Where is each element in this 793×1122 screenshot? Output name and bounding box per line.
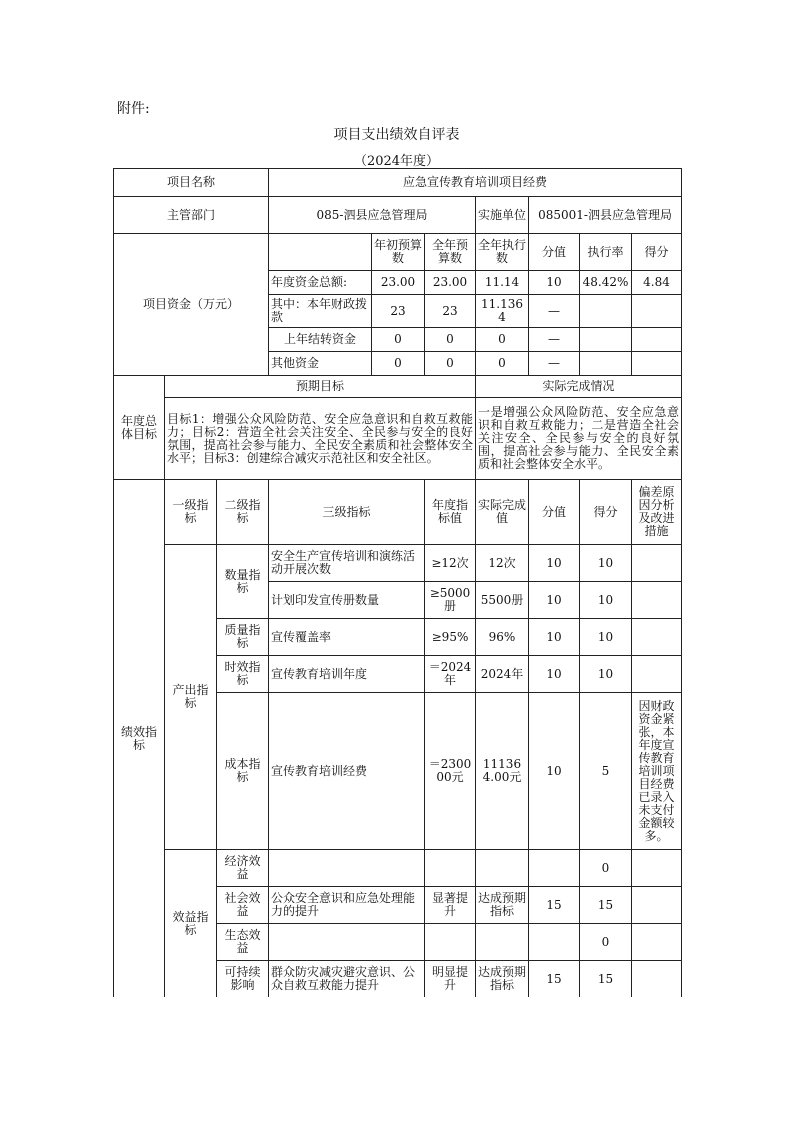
funds-cell (632, 295, 682, 328)
report-year: （2024年度） (353, 154, 440, 169)
evaluation-table (113, 168, 682, 997)
indicator-score: 10 (529, 693, 580, 850)
funds-header: 年初预算数 (372, 234, 425, 271)
funds-cell: 11.1364 (476, 295, 529, 328)
actual-goal-text: 一是增强公众风险防范、安全应急意识和自救互救能力；二是营造全社会关注安全、全民参与安全的良好氛围，提高社会参与能力、全民安全素质和社会整体安全水平。 (476, 398, 682, 480)
indicator-header: 年度指标值 (425, 480, 476, 545)
project-name-row (114, 169, 682, 197)
funds-cell: — (529, 328, 580, 352)
indicator-target: ＝230000元 (425, 693, 476, 850)
sustain-indicator-label: 可持续影响 (217, 961, 269, 998)
econ-indicator-label: 经济效益 (217, 850, 269, 887)
funds-cell (580, 328, 632, 352)
indicators-label: 绩效指标 (114, 480, 165, 998)
dept-label: 主管部门 (114, 197, 269, 234)
indicator-name: 计划印发宣传册数量 (269, 582, 425, 619)
indicator-header: 分值 (529, 480, 580, 545)
funds-cell: 0 (476, 328, 529, 352)
funds-header: 执行率 (580, 234, 632, 271)
indicator-row (114, 545, 682, 582)
funds-cell: — (529, 352, 580, 376)
indicator-got: 10 (580, 656, 632, 693)
indicator-actual: 达成预期指标 (476, 961, 529, 998)
goals-label: 年度总体目标 (114, 376, 165, 480)
project-name-value: 应急宣传教育培训项目经费 (269, 169, 682, 197)
funds-row-name: 上年结转资金 (269, 328, 372, 352)
indicator-name: 群众防灾减灾避灾意识、公众自救互救能力提升 (269, 961, 425, 998)
department-row (114, 197, 682, 234)
indicator-got: 10 (580, 619, 632, 656)
funds-cell (580, 352, 632, 376)
indicator-actual: 5500册 (476, 582, 529, 619)
indicator-target: ≥95% (425, 619, 476, 656)
cost-indicator-label: 成本指标 (217, 693, 269, 850)
project-name-label: 项目名称 (114, 169, 269, 197)
indicator-name (269, 924, 425, 961)
indicator-got: 5 (580, 693, 632, 850)
actual-goal-header: 实际完成情况 (476, 376, 682, 398)
impl-value: 085001-泗县应急管理局 (529, 197, 682, 234)
indicator-actual: 达成预期指标 (476, 887, 529, 924)
indicator-header: 得分 (580, 480, 632, 545)
indicator-score: 10 (529, 656, 580, 693)
indicator-target (425, 924, 476, 961)
indicator-actual (476, 850, 529, 887)
funds-cell: 0 (372, 328, 425, 352)
funds-cell: 23.00 (372, 271, 425, 295)
indicator-target: 明显提升 (425, 961, 476, 998)
indicator-name: 宣传教育培训经费 (269, 693, 425, 850)
expected-goal-header: 预期目标 (165, 376, 476, 398)
indicator-header: 实际完成值 (476, 480, 529, 545)
indicator-actual (476, 924, 529, 961)
funds-header-blank (269, 234, 372, 271)
indicator-target: ≥12次 (425, 545, 476, 582)
benefit-indicator-label: 效益指标 (165, 850, 217, 998)
indicator-name: 宣传覆盖率 (269, 619, 425, 656)
indicator-reason (632, 924, 682, 961)
funds-cell: 23.00 (425, 271, 476, 295)
goals-header-row (114, 376, 682, 398)
funds-cell: 23 (372, 295, 425, 328)
page-title: 项目支出绩效自评表 (333, 127, 460, 143)
indicator-actual: 111364.00元 (476, 693, 529, 850)
indicator-header: 三级指标 (269, 480, 425, 545)
indicator-got: 15 (580, 887, 632, 924)
funds-cell (580, 295, 632, 328)
funds-row-name: 其他资金 (269, 352, 372, 376)
dept-value: 085-泗县应急管理局 (269, 197, 476, 234)
indicator-reason (632, 545, 682, 582)
funds-cell: 4.84 (632, 271, 682, 295)
funds-cell: 48.42% (580, 271, 632, 295)
funds-header: 全年执行数 (476, 234, 529, 271)
indicator-got: 0 (580, 924, 632, 961)
attachment-label: 附件: (117, 101, 150, 117)
funds-cell: 0 (476, 352, 529, 376)
indicator-score: 15 (529, 887, 580, 924)
indicators-header-row (114, 480, 682, 545)
funds-cell: 0 (425, 328, 476, 352)
funds-cell: 0 (372, 352, 425, 376)
indicator-actual: 2024年 (476, 656, 529, 693)
output-indicator-label: 产出指标 (165, 545, 217, 850)
funds-cell: 10 (529, 271, 580, 295)
indicator-header: 一级指标 (165, 480, 217, 545)
indicator-score (529, 850, 580, 887)
indicator-reason (632, 961, 682, 998)
funds-cell: 0 (425, 352, 476, 376)
indicator-reason (632, 850, 682, 887)
funds-cell: — (529, 295, 580, 328)
indicator-header: 二级指标 (217, 480, 269, 545)
indicator-score (529, 924, 580, 961)
time-indicator-label: 时效指标 (217, 656, 269, 693)
indicator-actual: 12次 (476, 545, 529, 582)
indicator-got: 0 (580, 850, 632, 887)
indicator-target: ＝2024年 (425, 656, 476, 693)
indicator-got: 15 (580, 961, 632, 998)
indicator-got: 10 (580, 545, 632, 582)
funds-cell (632, 352, 682, 376)
indicator-score: 10 (529, 545, 580, 582)
indicator-name (269, 850, 425, 887)
funds-cell: 23 (425, 295, 476, 328)
social-indicator-label: 社会效益 (217, 887, 269, 924)
indicator-target (425, 850, 476, 887)
indicator-header: 偏差原因分析及改进措施 (632, 480, 682, 545)
indicator-score: 10 (529, 582, 580, 619)
indicator-name: 安全生产宣传培训和演练活动开展次数 (269, 545, 425, 582)
indicator-score: 10 (529, 619, 580, 656)
indicator-reason: 因财政资金紧张，本年度宣传教育培训项目经费已录入未支付金额较多。 (632, 693, 682, 850)
indicator-reason (632, 656, 682, 693)
quality-indicator-label: 质量指标 (217, 619, 269, 656)
indicator-name: 宣传教育培训年度 (269, 656, 425, 693)
indicator-reason (632, 582, 682, 619)
indicator-row (114, 850, 682, 887)
goals-row (114, 398, 682, 480)
indicator-reason (632, 887, 682, 924)
funds-row-name: 其中：本年财政拨款 (269, 295, 372, 328)
indicator-name: 公众安全意识和应急处理能力的提升 (269, 887, 425, 924)
indicator-target: 显著提升 (425, 887, 476, 924)
quantity-indicator-label: 数量指标 (217, 545, 269, 619)
indicator-score: 15 (529, 961, 580, 998)
funds-header-row (114, 234, 682, 271)
indicator-got: 10 (580, 582, 632, 619)
indicator-reason (632, 619, 682, 656)
impl-label: 实施单位 (476, 197, 529, 234)
funds-cell: 11.14 (476, 271, 529, 295)
funds-row-name: 年度资金总额: (269, 271, 372, 295)
indicator-actual: 96% (476, 619, 529, 656)
funds-header: 分值 (529, 234, 580, 271)
funds-cell (632, 328, 682, 352)
expected-goal-text: 目标1：增强公众风险防范、安全应急意识和自救互救能力；目标2：营造全社会关注安全、全民参与安全的良好氛围，提高社会参与能力、全民安全素质和社会整体安全水平；目标3：创建综合减灾示范社区和安全社区。 (165, 398, 476, 480)
funds-header: 全年预算数 (425, 234, 476, 271)
indicator-target: ≥5000册 (425, 582, 476, 619)
eco-indicator-label: 生态效益 (217, 924, 269, 961)
funds-header: 得分 (632, 234, 682, 271)
funds-label: 项目资金（万元） (114, 234, 269, 376)
